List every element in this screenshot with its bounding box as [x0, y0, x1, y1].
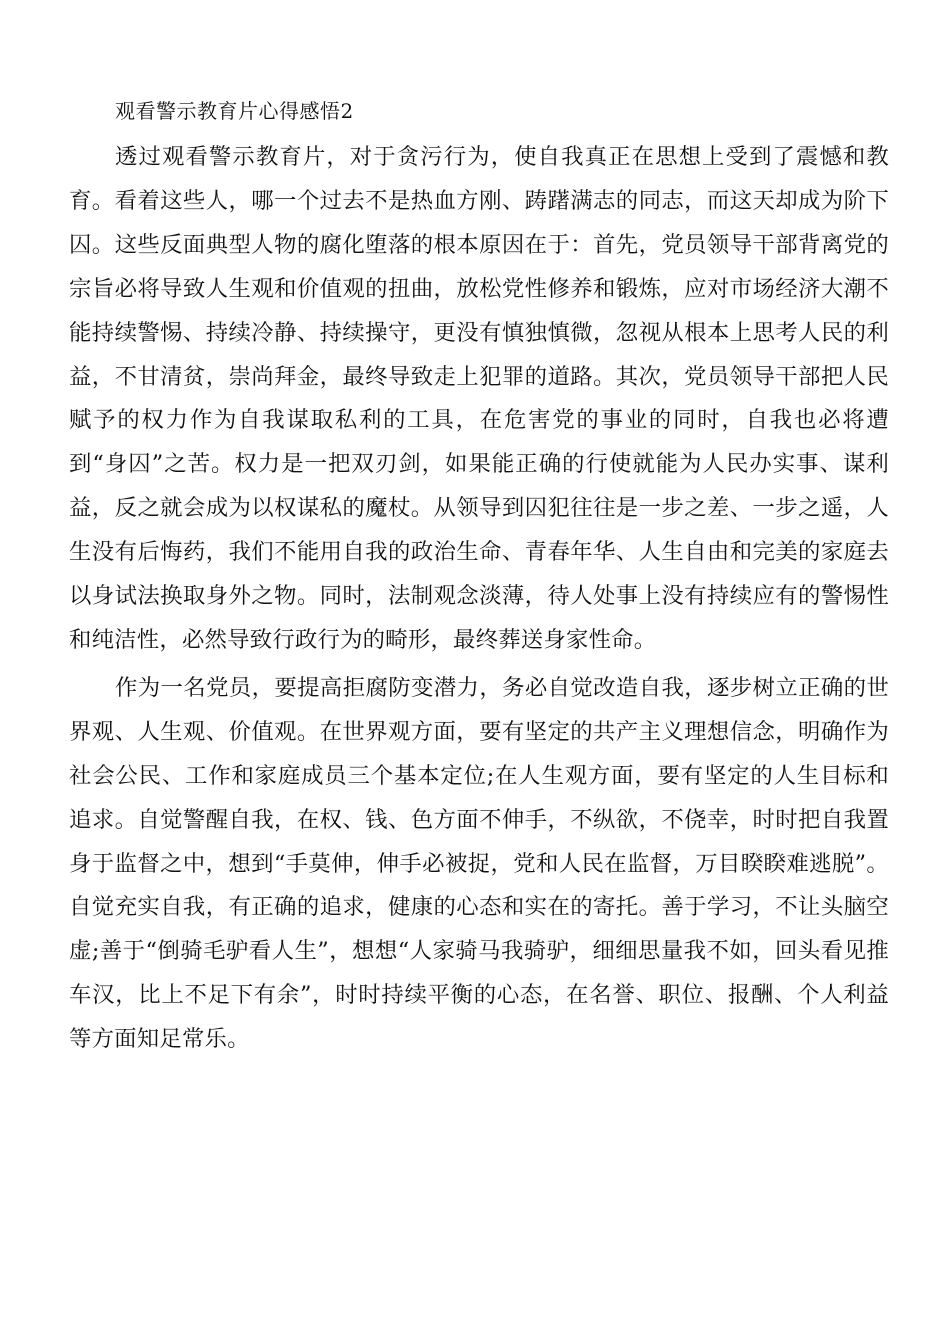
paragraph-2: 作为一名党员，要提高拒腐防变潜力，务必自觉改造自我，逐步树立正确的世界观、人生观、价值观。在世界观方面，要有坚定的共产主义理想信念，明确作为社会公民、工作和家庭成员三个基本定位;在人生观方面，要有坚定的人生目标和追求。自觉警醒自我，在权、钱、色方面不伸手，不纵欲，不侥幸，时时把自我置身于监督之中，想到“手莫伸，伸手必被捉，党和人民在监督，万目睽睽难逃脱”。自觉充实自我，有正确的追求，健康的心态和实在的寄托。善于学习，不让头脑空虚;善于“倒骑毛驴看人生”，想想“人家骑马我骑驴，细细思量我不如，回头看见推车汉，比上不足下有余”，时时持续平衡的心态，在名誉、职位、报酬、个人利益等方面知足常乐。 — [69, 674, 889, 1053]
document-page — [69, 96, 889, 1062]
document-title: 观看警示教育片心得感悟2 — [115, 99, 354, 123]
paragraph-1: 透过观看警示教育片，对于贪污行为，使自我真正在思想上受到了震憾和教育。看着这些人，哪一个过去不是热血方刚、踌躇满志的同志，而这天却成为阶下囚。这些反面典型人物的腐化堕落的根本原因在于：首先，党员领导干部背离党的宗旨必将导致人生观和价值观的扭曲，放松党性修养和锻炼，应对市场经济大潮不能持续警惕、持续冷静、持续操守，更没有慎独慎微，忽视从根本上思考人民的利益，不甘清贫，崇尚拜金，最终导致走上犯罪的道路。其次，党员领导干部把人民赋予的权力作为自我谋取私利的工具，在危害党的事业的同时，自我也必将遭到“身囚”之苦。权力是一把双刃剑，如果能正确的行使就能为人民办实事、谋利益，反之就会成为以权谋私的魔杖。从领导到囚犯往往是一步之差、一步之遥，人生没有后悔药，我们不能用自我的政治生命、青春年华、人生自由和完美的家庭去以身试法换取身外之物。同时，法制观念淡薄，待人处事上没有持续应有的警惕性和纯洁性，必然导致行政行为的畸形，最终葬送身家性命。 — [69, 144, 889, 653]
